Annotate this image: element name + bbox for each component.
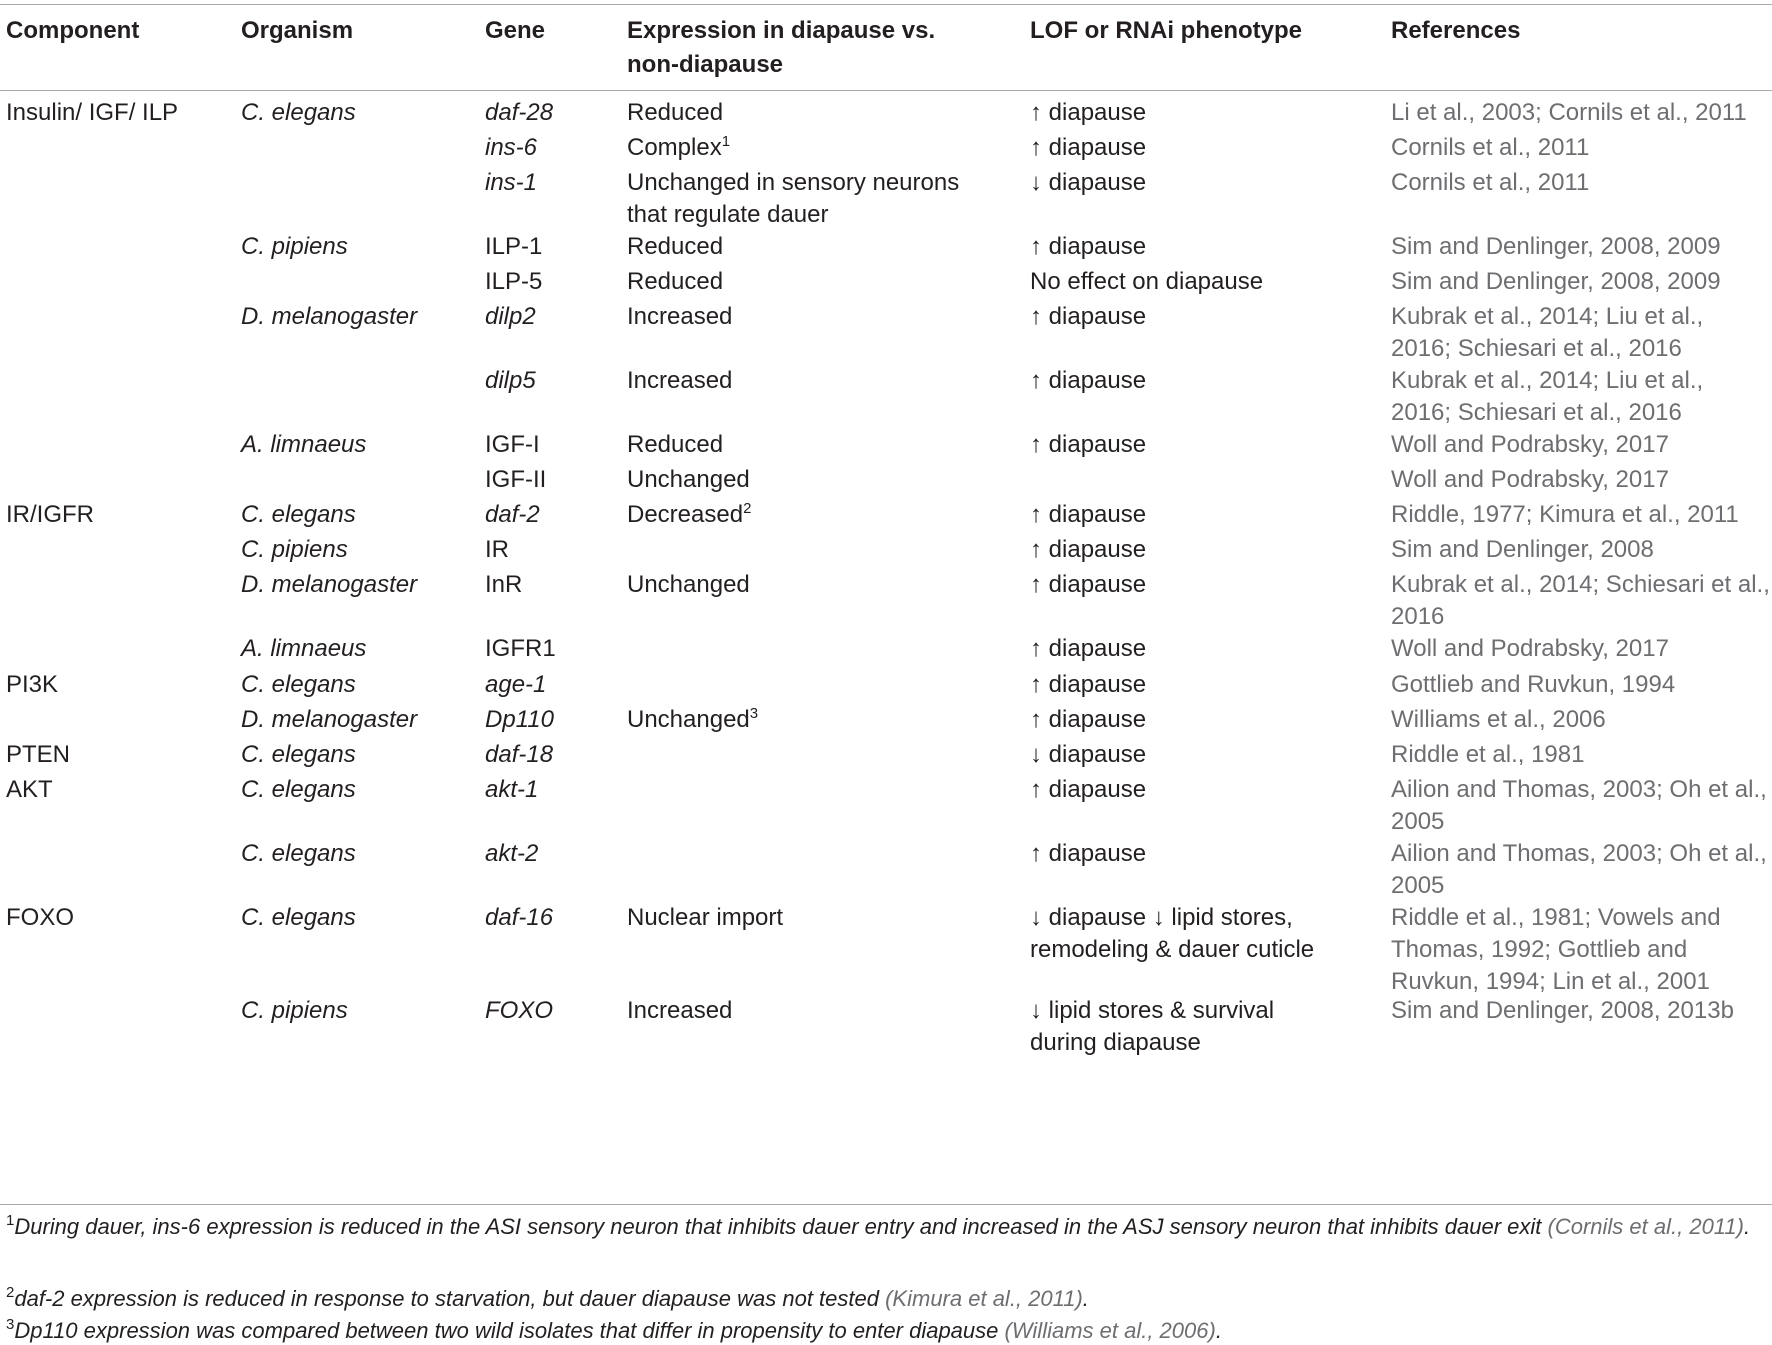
cell-gene (485, 132, 625, 164)
cell-phenotype (1030, 301, 1385, 333)
cell-phenotype (1030, 266, 1385, 298)
expression-text (627, 499, 1027, 531)
footnote-number: 1 (6, 1212, 15, 1229)
cell-component (6, 97, 236, 129)
reference-text: Kubrak et al., 2014; Liu et al., (1391, 303, 1704, 330)
expression-value: Decreased (627, 501, 744, 528)
expression-text (627, 902, 1027, 934)
component-text: PI3K (6, 671, 59, 698)
gene-text: InR (485, 571, 523, 598)
cell-organism (241, 231, 481, 263)
cell-expression (627, 499, 1027, 531)
organism-text: D. melanogaster (241, 571, 418, 598)
organism-text: D. melanogaster (241, 303, 418, 330)
expression-value: Increased (627, 367, 733, 394)
gene-text: IR (485, 536, 509, 563)
cell-phenotype (1030, 838, 1385, 870)
cell-phenotype (1030, 132, 1385, 164)
cell-gene (485, 995, 625, 1027)
cell-phenotype (1030, 739, 1385, 771)
cell-references (1391, 167, 1771, 199)
expression-value: Increased (627, 997, 733, 1024)
phenotype-text: ↑ diapause (1030, 840, 1147, 867)
cell-component (6, 902, 236, 934)
cell-references (1391, 669, 1771, 701)
cell-references (1391, 838, 1771, 902)
footnote-tail: . (1215, 1318, 1222, 1343)
cell-references (1391, 429, 1771, 461)
reference-text: Cornils et al., 2011 (1391, 169, 1590, 196)
cell-phenotype (1030, 704, 1385, 736)
component-text: PTEN (6, 741, 71, 768)
expression-text (627, 301, 1027, 333)
header-gene: Gene (485, 17, 546, 44)
cell-phenotype (1030, 365, 1385, 397)
expression-text (627, 231, 1027, 263)
phenotype-text: ↑ diapause (1030, 706, 1147, 733)
reference-text-line2: 2005 (1391, 872, 1445, 899)
gene-text: ins-1 (485, 169, 538, 196)
cell-phenotype (1030, 902, 1385, 966)
cell-phenotype (1030, 669, 1385, 701)
cell-gene (485, 633, 625, 665)
reference-text: Riddle et al., 1981; Vowels and (1391, 904, 1721, 931)
reference-text: Woll and Podrabsky, 2017 (1391, 466, 1669, 493)
cell-organism (241, 97, 481, 129)
expression-text (627, 464, 1027, 496)
organism-text: C. elegans (241, 904, 356, 931)
footnote-marker: 1 (721, 133, 731, 150)
phenotype-text: ↑ diapause (1030, 571, 1147, 598)
organism-text: A. limnaeus (241, 635, 367, 662)
reference-text: Li et al., 2003; Cornils et al., 2011 (1391, 99, 1747, 126)
cell-expression (627, 266, 1027, 298)
expression-text (627, 97, 1027, 129)
cell-references (1391, 995, 1771, 1027)
cell-expression (627, 464, 1027, 496)
cell-organism (241, 704, 481, 736)
cell-gene (485, 739, 625, 771)
phenotype-text: ↓ diapause (1030, 741, 1147, 768)
cell-references (1391, 633, 1771, 665)
cell-component (6, 669, 236, 701)
cell-references (1391, 365, 1771, 429)
phenotype-text: ↑ diapause (1030, 431, 1147, 458)
phenotype-text: No effect on diapause (1030, 268, 1264, 295)
cell-organism (241, 774, 481, 806)
expression-value: Reduced (627, 99, 724, 126)
cell-gene (485, 902, 625, 934)
cell-gene (485, 499, 625, 531)
header-rule (0, 90, 1772, 91)
cell-gene (485, 365, 625, 397)
expression-text (627, 167, 1027, 199)
cell-phenotype (1030, 429, 1385, 461)
expression-text (627, 569, 1027, 601)
reference-text: Kubrak et al., 2014; Liu et al., (1391, 367, 1704, 394)
reference-text: Woll and Podrabsky, 2017 (1391, 431, 1669, 458)
expression-value: Nuclear import (627, 904, 784, 931)
table-top-rule (0, 4, 1772, 5)
cell-phenotype (1030, 633, 1385, 665)
cell-gene (485, 704, 625, 736)
expression-value: Reduced (627, 431, 724, 458)
component-text: AKT (6, 776, 53, 803)
organism-text: C. elegans (241, 741, 356, 768)
organism-text: D. melanogaster (241, 706, 418, 733)
organism-text: C. elegans (241, 671, 356, 698)
reference-text: Ailion and Thomas, 2003; Oh et al., (1391, 840, 1767, 867)
phenotype-text: ↓ lipid stores & survival (1030, 997, 1275, 1024)
expression-value: Unchanged (627, 706, 750, 733)
cell-phenotype (1030, 97, 1385, 129)
expression-value: Reduced (627, 268, 724, 295)
expression-value: Complex (627, 134, 722, 161)
phenotype-text-line2: remodeling & dauer cuticle (1030, 936, 1315, 963)
cell-gene (485, 429, 625, 461)
cell-phenotype (1030, 231, 1385, 263)
header-organism: Organism (241, 17, 354, 44)
phenotype-text: ↑ diapause (1030, 501, 1147, 528)
cell-phenotype (1030, 167, 1385, 199)
organism-text: C. pipiens (241, 536, 348, 563)
expression-value: Increased (627, 303, 733, 330)
cell-organism (241, 669, 481, 701)
gene-text: IGF-I (485, 431, 540, 458)
cell-references (1391, 534, 1771, 566)
gene-text: ILP-1 (485, 233, 543, 260)
cell-organism (241, 499, 481, 531)
header-expression (627, 14, 1027, 82)
cell-expression (627, 704, 1027, 736)
phenotype-text: ↓ diapause (1030, 169, 1147, 196)
gene-text: daf-16 (485, 904, 554, 931)
cell-gene (485, 167, 625, 199)
gene-text: dilp5 (485, 367, 536, 394)
footnote-text: daf-2 expression is reduced in response to starvation, but dauer diapause was not tested (14, 1286, 879, 1311)
expression-text (627, 266, 1027, 298)
footnote-marker: 2 (743, 500, 752, 517)
footnote (6, 1212, 1766, 1241)
cell-expression (627, 97, 1027, 129)
footnote-tail: . (1743, 1214, 1751, 1239)
reference-text: Sim and Denlinger, 2008 (1391, 536, 1654, 563)
cell-organism (241, 569, 481, 601)
cell-references (1391, 97, 1771, 129)
organism-text: A. limnaeus (241, 431, 367, 458)
phenotype-text: ↑ diapause (1030, 776, 1147, 803)
cell-expression (627, 365, 1027, 397)
cell-references (1391, 266, 1771, 298)
gene-text: akt-2 (485, 840, 539, 867)
footnote-number: 3 (6, 1316, 15, 1333)
cell-gene (485, 774, 625, 806)
header-references: References (1391, 17, 1521, 44)
footnote-number: 2 (6, 1284, 15, 1301)
phenotype-text: ↑ diapause (1030, 635, 1147, 662)
cell-expression (627, 167, 1027, 231)
footnote-text: Dp110 expression was compared between two wild isolates that differ in propensity to enter diapause (14, 1318, 999, 1343)
reference-text: Ailion and Thomas, 2003; Oh et al., (1391, 776, 1767, 803)
expression-text-line2: that regulate dauer (627, 201, 829, 228)
gene-text: daf-28 (485, 99, 554, 126)
cell-component (6, 774, 236, 806)
header-expression-line2: non-diapause (627, 51, 784, 78)
component-text: Insulin/ IGF/ ILP (6, 99, 179, 126)
footnote-tail: . (1082, 1286, 1089, 1311)
phenotype-text: ↑ diapause (1030, 536, 1147, 563)
gene-text: ins-6 (485, 134, 538, 161)
phenotype-text: ↑ diapause (1030, 367, 1147, 394)
cell-expression (627, 995, 1027, 1027)
gene-text: ILP-5 (485, 268, 543, 295)
cell-gene (485, 534, 625, 566)
reference-text-line2: 2005 (1391, 808, 1445, 835)
expression-value: Unchanged in sensory neurons (627, 169, 960, 196)
reference-text-line3: Ruvkun, 1994; Lin et al., 2001 (1391, 968, 1710, 995)
cell-phenotype (1030, 499, 1385, 531)
gene-text: daf-18 (485, 741, 554, 768)
organism-text: C. pipiens (241, 997, 348, 1024)
cell-gene (485, 231, 625, 263)
phenotype-text: ↑ diapause (1030, 303, 1147, 330)
cell-references (1391, 774, 1771, 838)
cell-expression (627, 902, 1027, 934)
header-phenotype: LOF or RNAi phenotype (1030, 17, 1302, 44)
gene-text: age-1 (485, 671, 547, 698)
expression-text (627, 132, 1027, 164)
gene-text: dilp2 (485, 303, 536, 330)
cell-organism (241, 429, 481, 461)
reference-text-line2: 2016 (1391, 603, 1445, 630)
phenotype-text-line2: during diapause (1030, 1029, 1201, 1056)
gene-text: FOXO (485, 997, 554, 1024)
reference-text: Sim and Denlinger, 2008, 2009 (1391, 268, 1721, 295)
cell-references (1391, 231, 1771, 263)
reference-text: Cornils et al., 2011 (1391, 134, 1590, 161)
reference-text: Riddle et al., 1981 (1391, 741, 1585, 768)
cell-organism (241, 838, 481, 870)
cell-expression (627, 569, 1027, 601)
header-expression-line1: Expression in diapause vs. (627, 17, 936, 44)
gene-text: IGFR1 (485, 635, 556, 662)
gene-text: Dp110 (485, 706, 554, 733)
footnote-reference: (Cornils et al., 2011) (1547, 1214, 1744, 1239)
cell-organism (241, 902, 481, 934)
footnote-reference: (Williams et al., 2006) (1004, 1318, 1216, 1343)
cell-references (1391, 464, 1771, 496)
cell-phenotype (1030, 534, 1385, 566)
cell-references (1391, 301, 1771, 365)
reference-text: Kubrak et al., 2014; Schiesari et al., (1391, 571, 1770, 598)
reference-text: Woll and Podrabsky, 2017 (1391, 635, 1669, 662)
cell-gene (485, 838, 625, 870)
expression-value: Reduced (627, 233, 724, 260)
gene-text: IGF-II (485, 466, 547, 493)
gene-text: daf-2 (485, 501, 540, 528)
expression-text (627, 704, 1027, 736)
cell-phenotype (1030, 569, 1385, 601)
cell-references (1391, 569, 1771, 633)
reference-text-line2: 2016; Schiesari et al., 2016 (1391, 335, 1682, 362)
component-text: IR/IGFR (6, 501, 94, 528)
organism-text: C. elegans (241, 840, 356, 867)
table-bottom-rule (0, 1204, 1772, 1205)
cell-references (1391, 739, 1771, 771)
cell-organism (241, 995, 481, 1027)
footnote (6, 1316, 1766, 1345)
cell-references (1391, 902, 1771, 998)
gene-text: akt-1 (485, 776, 539, 803)
cell-gene (485, 97, 625, 129)
reference-text: Sim and Denlinger, 2008, 2013b (1391, 997, 1734, 1024)
cell-gene (485, 569, 625, 601)
reference-text-line2: Thomas, 1992; Gottlieb and (1391, 936, 1688, 963)
cell-references (1391, 132, 1771, 164)
cell-phenotype (1030, 995, 1385, 1059)
expression-text (627, 429, 1027, 461)
footnote-reference: (Kimura et al., 2011) (885, 1286, 1083, 1311)
footnote-marker: 3 (749, 705, 759, 722)
organism-text: C. pipiens (241, 233, 348, 260)
reference-text-line2: 2016; Schiesari et al., 2016 (1391, 399, 1682, 426)
organism-text: C. elegans (241, 501, 356, 528)
phenotype-text: ↑ diapause (1030, 233, 1147, 260)
cell-gene (485, 301, 625, 333)
reference-text: Williams et al., 2006 (1391, 706, 1606, 733)
cell-phenotype (1030, 774, 1385, 806)
phenotype-text: ↑ diapause (1030, 134, 1147, 161)
cell-references (1391, 499, 1771, 531)
expression-value: Unchanged (627, 571, 750, 598)
cell-gene (485, 669, 625, 701)
cell-expression (627, 301, 1027, 333)
header-component: Component (6, 17, 140, 44)
cell-organism (241, 739, 481, 771)
cell-expression (627, 429, 1027, 461)
cell-organism (241, 633, 481, 665)
footnote-text: During dauer, ins-6 expression is reduced in the ASI sensory neuron that inhibits dauer entry and increased in the ASJ sensory neuron that inhibits dauer exit (14, 1214, 1542, 1239)
phenotype-text: ↑ diapause (1030, 671, 1147, 698)
cell-gene (485, 464, 625, 496)
phenotype-text: ↑ diapause (1030, 99, 1147, 126)
reference-text: Sim and Denlinger, 2008, 2009 (1391, 233, 1721, 260)
expression-text (627, 365, 1027, 397)
reference-text: Riddle, 1977; Kimura et al., 2011 (1391, 501, 1739, 528)
expression-text (627, 995, 1027, 1027)
component-text: FOXO (6, 904, 75, 931)
organism-text: C. elegans (241, 776, 356, 803)
expression-value: Unchanged (627, 466, 750, 493)
organism-text: C. elegans (241, 99, 356, 126)
reference-text: Gottlieb and Ruvkun, 1994 (1391, 671, 1676, 698)
cell-expression (627, 132, 1027, 164)
cell-organism (241, 534, 481, 566)
footnote (6, 1284, 1766, 1313)
cell-expression (627, 231, 1027, 263)
cell-references (1391, 704, 1771, 736)
cell-component (6, 739, 236, 771)
cell-gene (485, 266, 625, 298)
cell-component (6, 499, 236, 531)
phenotype-text: ↓ diapause ↓ lipid stores, (1030, 904, 1293, 931)
cell-organism (241, 301, 481, 333)
